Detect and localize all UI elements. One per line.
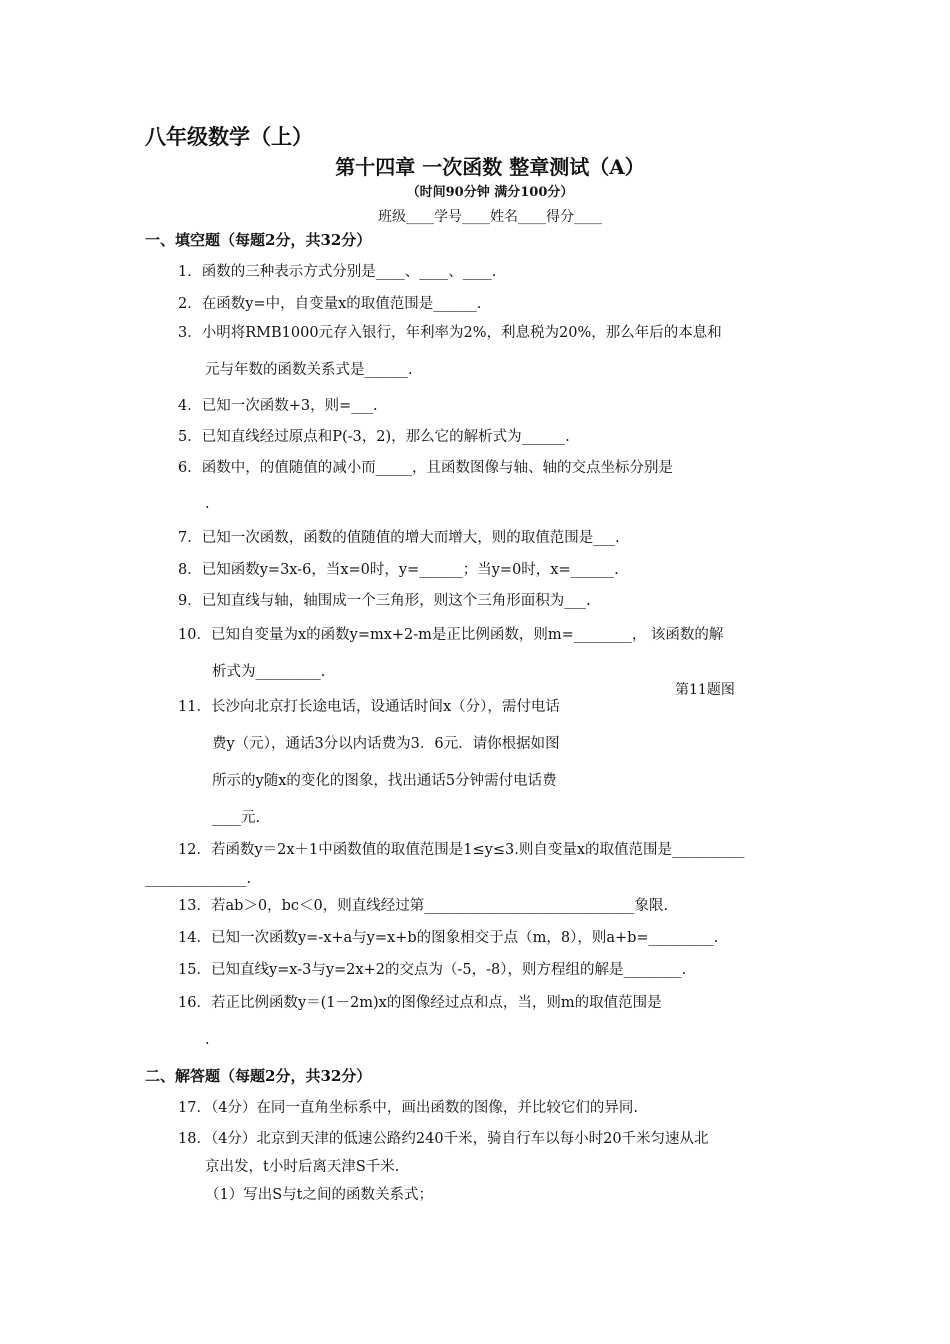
question-11-line4: ____元. [212,810,261,826]
question-4: 4．已知一次函数+3，则=___. [178,398,378,414]
question-16-line1: 16．若正比例函数y＝(1－2m)x的图像经过点和点，当，则m的取值范围是 [178,995,662,1011]
question-11-line1: 11．长沙向北京打长途电话，设通话时间x（分），需付电话 [178,699,560,715]
question-2: 2．在函数y=中，自变量x的取值范围是______. [178,296,482,312]
question-12-line2: ______________. [145,871,252,887]
question-17: 17．（4分）在同一直角坐标系中，画出函数的图像，并比较它们的异同. [178,1100,639,1116]
question-16-line2: . [205,1032,210,1048]
question-8: 8．已知函数y=3x-6，当x=0时，y=______；当y=0时，x=______. [178,562,619,578]
question-7: 7．已知一次函数，函数的值随值的增大而增大，则的取值范围是___. [178,530,620,546]
question-3-line2: 元与年数的函数关系式是______. [205,362,413,378]
figure-11-caption: 第11题图 [675,682,735,698]
question-6-line1: 6．函数中，的值随值的减小而_____，且函数图像与轴、轴的交点坐标分别是 [178,460,673,476]
question-9: 9．已知直线与轴，轴围成一个三角形，则这个三角形面积为___. [178,593,591,609]
section-heading-fill-blank: 一、填空题（每题2分，共32分） [145,231,372,249]
student-info-line: 班级____学号____姓名____得分____ [378,209,602,225]
question-6-line2: . [205,496,210,512]
question-15: 15．已知直线y=x-3与y=2x+2的交点为（-5，-8），则方程组的解是________. [178,962,687,978]
question-11-line3: 所示的y随x的变化的图象，找出通话5分钟需付电话费 [212,773,557,789]
question-12-line1: 12．若函数y＝2x＋1中函数值的取值范围是1≤y≤3.则自变量x的取值范围是__________ [178,842,745,858]
question-1: 1．函数的三种表示方式分别是____、____、____. [178,264,497,280]
question-18-line1: 18．（4分）北京到天津的低速公路约240千米，骑自行车以每小时20千米匀速从北 [178,1131,709,1147]
question-18-line2: 京出发，t小时后离天津S千米. [205,1159,400,1175]
question-10-line2: 析式为_________. [212,664,326,680]
question-10-line1: 10．已知自变量为x的函数y=mx+2-m是正比例函数，则m=________， 该函数的解 [178,627,724,643]
question-18-part1: （1）写出S与t之间的函数关系式； [205,1187,433,1203]
page-title: 第十四章 一次函数 整章测试（A） [335,155,645,179]
question-13: 13．若ab＞0，bc＜0，则直线经过第_____________________________象限. [178,898,669,914]
question-3-line1: 3．小明将RMB1000元存入银行，年利率为2%，利息税为20%，那么年后的本息和 [178,325,722,341]
page-subtitle: （时间90分钟 满分100分） [406,185,574,200]
question-11-line2: 费y（元），通话3分以内话费为3．6元．请你根据如图 [212,736,560,752]
section-heading-answer: 二、解答题（每题2分，共32分） [145,1067,372,1085]
header-grade: 八年级数学（上） [145,124,313,149]
question-14: 14．已知一次函数y=-x+a与y=x+b的图象相交于点（m，8），则a+b=_________. [178,930,719,946]
question-5: 5．已知直线经过原点和P(-3，2)，那么它的解析式为______. [178,429,570,445]
